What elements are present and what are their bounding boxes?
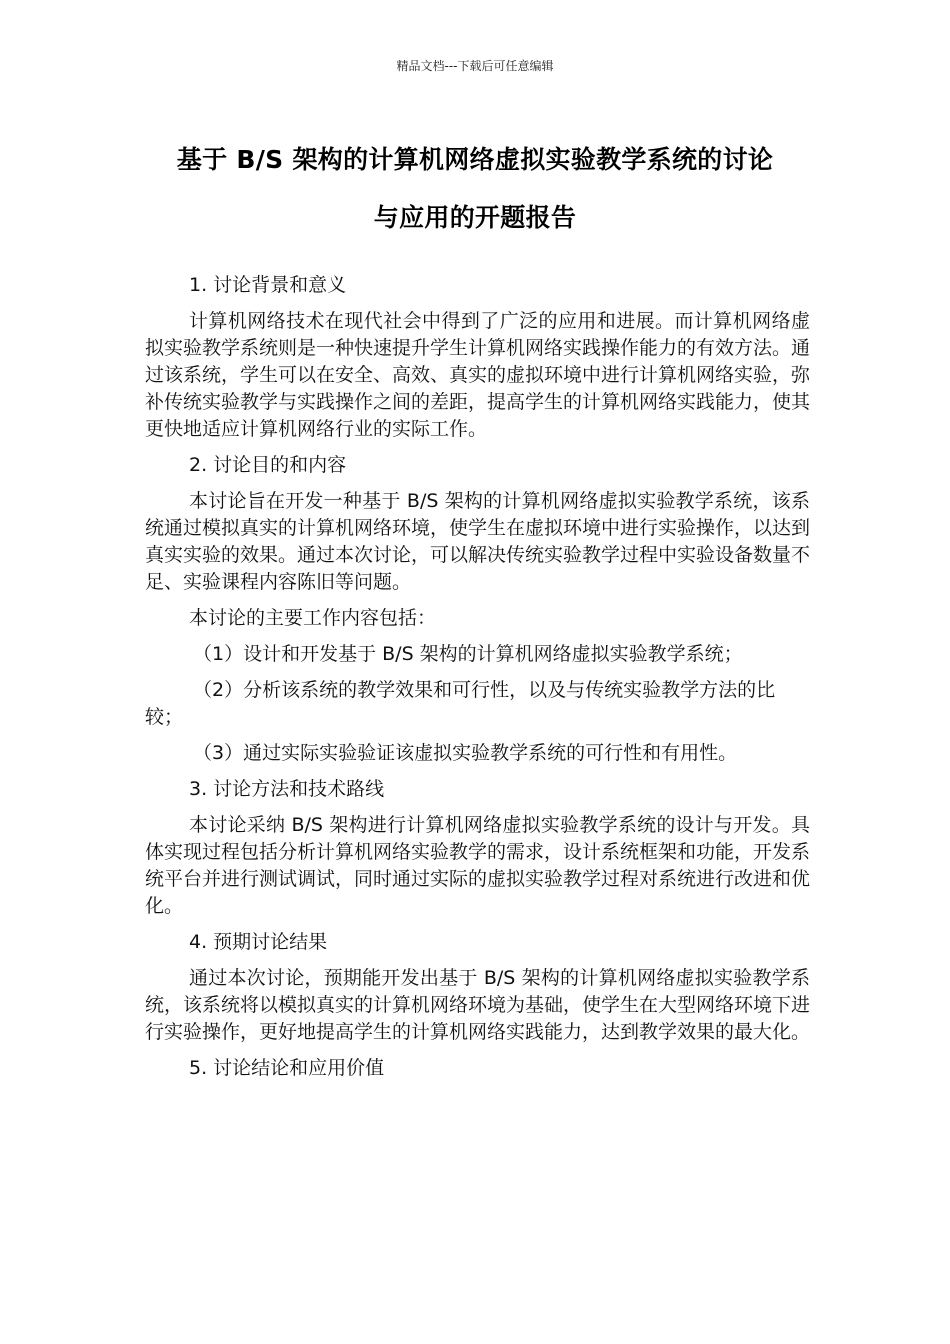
section-4-paragraph: 通过本次讨论，预期能开发出基于 B/S 架构的计算机网络虚拟实验教学系统，该系统将以模拟真实的计算机网络环境为基础，使学生在大型网络环境下进行实验操作，更好地提高学生的计算机网络实践能力，达到教学效果的最大化。 <box>145 967 811 1043</box>
document-title-line-2: 与应用的开题报告 <box>373 203 577 232</box>
section-heading-5: 5. 讨论结论和应用价值 <box>189 1057 385 1079</box>
section-heading-4: 4. 预期讨论结果 <box>189 931 328 953</box>
section-3-paragraph: 本讨论采纳 B/S 架构进行计算机网络虚拟实验教学系统的设计与开发。具体实现过程包括分析计算机网络实验教学的需求，设计系统框架和功能，开发系统平台并进行测试调试，同时通过实际的虚拟实验教学过程对系统进行改进和优化。 <box>145 814 811 917</box>
section-2-paragraph-1: 本讨论旨在开发一种基于 B/S 架构的计算机网络虚拟实验教学系统，该系统通过模拟真实的计算机网络环境，使学生在虚拟环境中进行实验操作，以达到真实实验的效果。通过本次讨论，可以解决传统实验教学过程中实验设备数量不足、实验课程内容陈旧等问题。 <box>145 490 811 593</box>
section-2-list-item-3: （3）通过实际实验验证该虚拟实验教学系统的可行性和有用性。 <box>193 742 738 764</box>
document-title-line-1: 基于 B/S 架构的计算机网络虚拟实验教学系统的讨论 <box>176 145 774 174</box>
section-2-paragraph-2: 本讨论的主要工作内容包括： <box>189 607 437 629</box>
section-2-list-item-2: （2）分析该系统的教学效果和可行性，以及与传统实验教学方法的比较； <box>145 679 776 728</box>
section-heading-2: 2. 讨论目的和内容 <box>189 454 347 476</box>
section-1-paragraph: 计算机网络技术在现代社会中得到了广泛的应用和进展。而计算机网络虚拟实验教学系统则是一种快速提升学生计算机网络实践操作能力的有效方法。通过该系统，学生可以在安全、高效、真实的虚拟环境中进行计算机网络实验，弥补传统实验教学与实践操作之间的差距，提高学生的计算机网络实践能力，使其更快地适应计算机网络行业的实际工作。 <box>145 310 811 440</box>
section-heading-3: 3. 讨论方法和技术路线 <box>189 778 385 800</box>
page-header: 精品文档---下载后可任意编辑 <box>396 59 554 73</box>
document-body <box>145 272 810 1091</box>
section-2-list-item-1: （1）设计和开发基于 B/S 架构的计算机网络虚拟实验教学系统； <box>193 643 743 665</box>
section-heading-1: 1. 讨论背景和意义 <box>189 274 347 296</box>
